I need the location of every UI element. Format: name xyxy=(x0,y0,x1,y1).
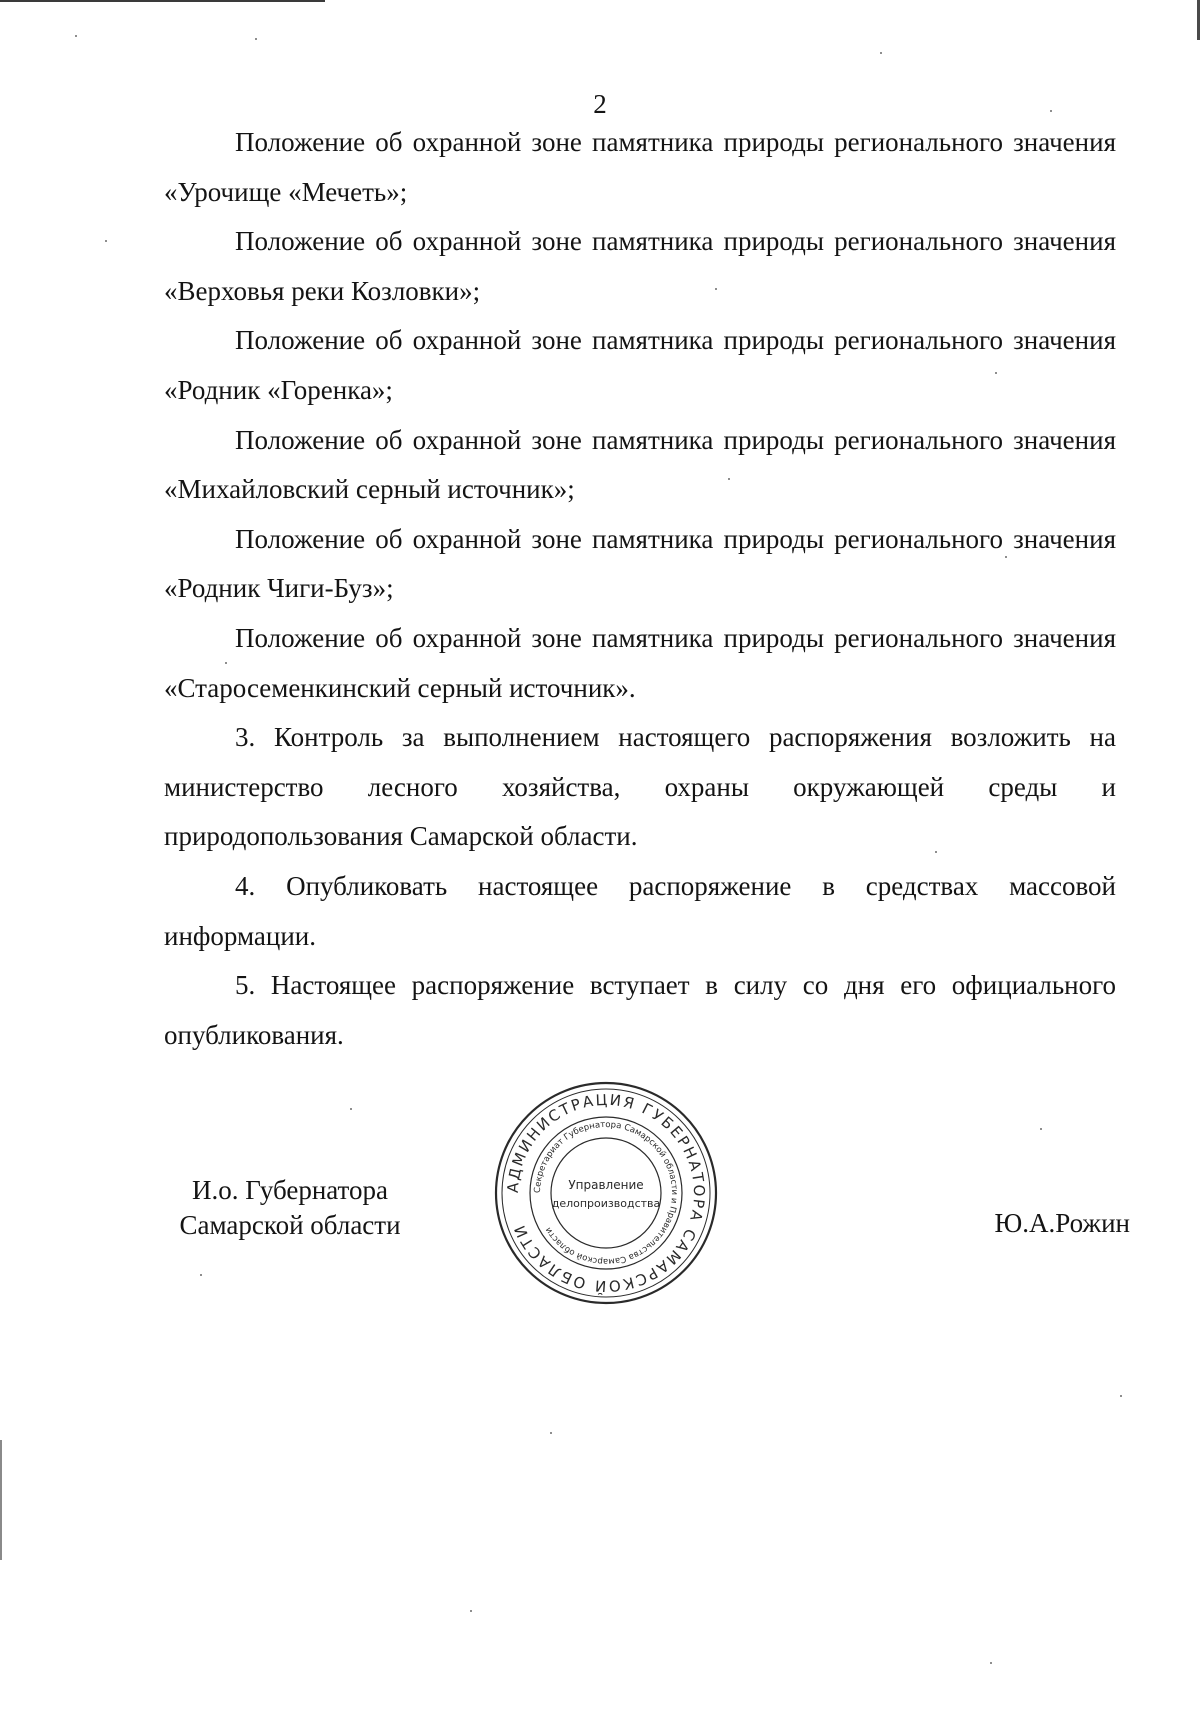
signatory-title-line-1: И.о. Губернатора xyxy=(191,1175,388,1205)
signatory-title-line-2: Самарской области xyxy=(179,1210,401,1240)
scan-speck xyxy=(1005,556,1007,558)
scan-speck xyxy=(880,52,882,54)
page-number: 2 xyxy=(593,89,607,119)
svg-text:Секретариат Губернатора Самарс xyxy=(533,1120,679,1266)
scan-speck xyxy=(995,372,997,374)
scan-speck xyxy=(200,1274,202,1276)
scan-speck xyxy=(550,1432,552,1434)
paragraph-6: Положение об охранной зоне памятника природы регионального значения «Старосеменкинский серный источник». xyxy=(164,622,1116,703)
scan-speck xyxy=(350,1108,352,1110)
scan-speck xyxy=(728,478,730,480)
scan-speck xyxy=(105,240,107,242)
scan-speck xyxy=(715,288,717,290)
document-body xyxy=(164,118,1116,1060)
seal-outer-text: АДМИНИСТРАЦИЯ ГУБЕРНАТОРА САМАРСКОЙ ОБЛАСТИ xyxy=(503,1090,709,1296)
scan-edge-top xyxy=(0,0,325,2)
official-seal xyxy=(492,1079,720,1307)
scan-speck xyxy=(470,1610,472,1612)
scan-speck xyxy=(225,662,227,664)
seal-stamp-icon xyxy=(492,1079,720,1307)
paragraph-5: Положение об охранной зоне памятника природы регионального значения «Родник Чиги-Буз»; xyxy=(164,523,1116,604)
scan-speck xyxy=(1120,1395,1122,1397)
seal-center-line-1: Управление xyxy=(568,1178,644,1192)
seal-inner-ring-text: Секретариат Губернатора Самарской области и Правительства Самарской области xyxy=(532,1119,680,1267)
scan-speck xyxy=(1050,110,1052,112)
paragraph-publish: 4. Опубликовать настоящее распоряжение в средствах массовой информации. xyxy=(164,870,1116,951)
scan-edge-left xyxy=(0,1440,2,1560)
scan-speck xyxy=(990,1662,992,1664)
scan-speck xyxy=(75,35,77,37)
paragraph-2: Положение об охранной зоне памятника природы регионального значения «Верховья реки Козловки»; xyxy=(164,226,1116,306)
signatory-name: Ю.А.Рожин xyxy=(994,1208,1130,1238)
seal-center-line-2: делопроизводства xyxy=(551,1197,661,1210)
scan-speck xyxy=(255,38,257,40)
paragraph-3: Положение об охранной зоне памятника природы регионального значения «Родник «Горенка»; xyxy=(164,325,1116,405)
scan-speck xyxy=(1040,1128,1042,1130)
scan-speck xyxy=(935,851,937,853)
signatory-title xyxy=(140,1173,440,1243)
paragraph-effective: 5. Настоящее распоряжение вступает в силу со дня его официального опубликования. xyxy=(164,970,1116,1050)
paragraph-1: Положение об охранной зоне памятника природы регионального значения «Урочище «Мечеть»; xyxy=(164,127,1116,207)
paragraph-control: 3. Контроль за выполнением настоящего распоряжения возложить на министерство лесного хозяйства, охраны окружающей среды и природопользования Самарской области. xyxy=(164,722,1116,852)
paragraph-4: Положение об охранной зоне памятника природы регионального значения «Михайловский серный источник»; xyxy=(164,424,1116,505)
